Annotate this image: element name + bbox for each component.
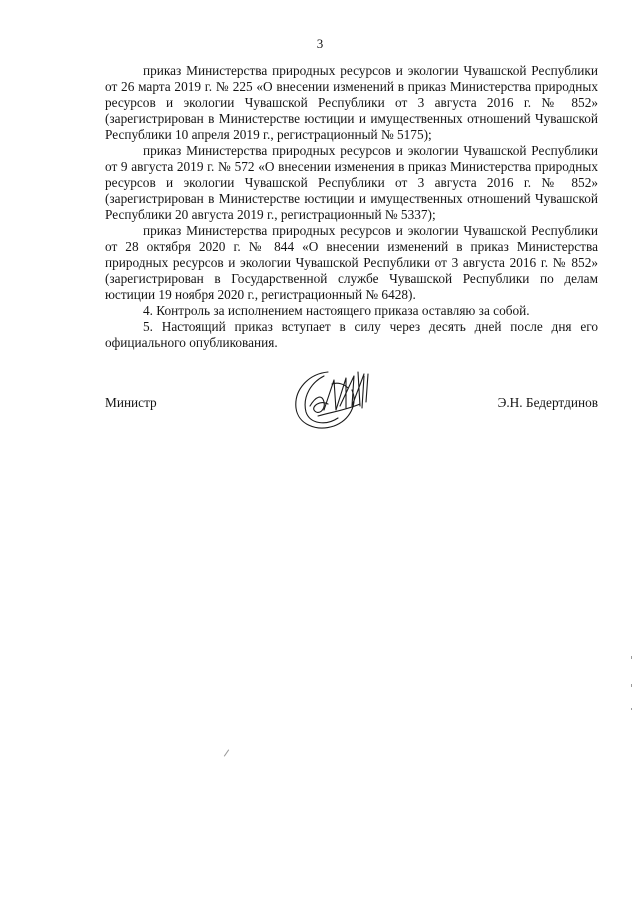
paragraph-order-572: приказ Министерства природных ресурсов и экологии Чувашской Республики от 9 августа 2019 г. № 572 «О внесении изменения в приказ Министерства природных ресурсов и экологии Чувашской Республики от 3 августа 2016 г. № 852» (зарегистрирован в Министерстве юстиции и имущественных отношений Чувашской Республики 20 августа 2019 г., регистрационный № 5337);: [105, 143, 598, 222]
handwritten-signature: [288, 366, 380, 438]
paragraph-item-5: 5. Настоящий приказ вступает в силу через десять дней после дня его официального опубликования.: [105, 319, 598, 350]
scan-speck: [631, 656, 632, 659]
paragraph-item-4: 4. Контроль за исполнением настоящего приказа оставляю за собой.: [143, 303, 530, 318]
signer-title: Министр: [105, 395, 157, 410]
document-body: [105, 63, 598, 351]
signer-name: Э.Н. Бедертдинов: [497, 395, 598, 410]
scan-speck: [224, 749, 229, 756]
scan-speck: [631, 684, 632, 687]
paragraph-order-844: приказ Министерства природных ресурсов и экологии Чувашской Республики от 28 октября 2020 г. № 844 «О внесении изменений в приказ Министерства природных ресурсов и экологии Чувашской Республики от 3 августа 2016 г. № 852» (зарегистрирован в Государственной службе Чувашской Республики по делам юстиции 19 ноября 2020 г., регистрационный № 6428).: [105, 223, 598, 302]
page-number: 3: [316, 36, 324, 51]
paragraph-order-225: приказ Министерства природных ресурсов и экологии Чувашской Республики от 26 марта 2019 г. № 225 «О внесении изменений в приказ Министерства природных ресурсов и экологии Чувашской Республики от 3 августа 2016 г. № 852» (зарегистрирован в Министерстве юстиции и имущественных отношений Чувашской Республики 10 апреля 2019 г., регистрационный № 5175);: [105, 63, 598, 142]
scan-speck: [631, 708, 632, 710]
